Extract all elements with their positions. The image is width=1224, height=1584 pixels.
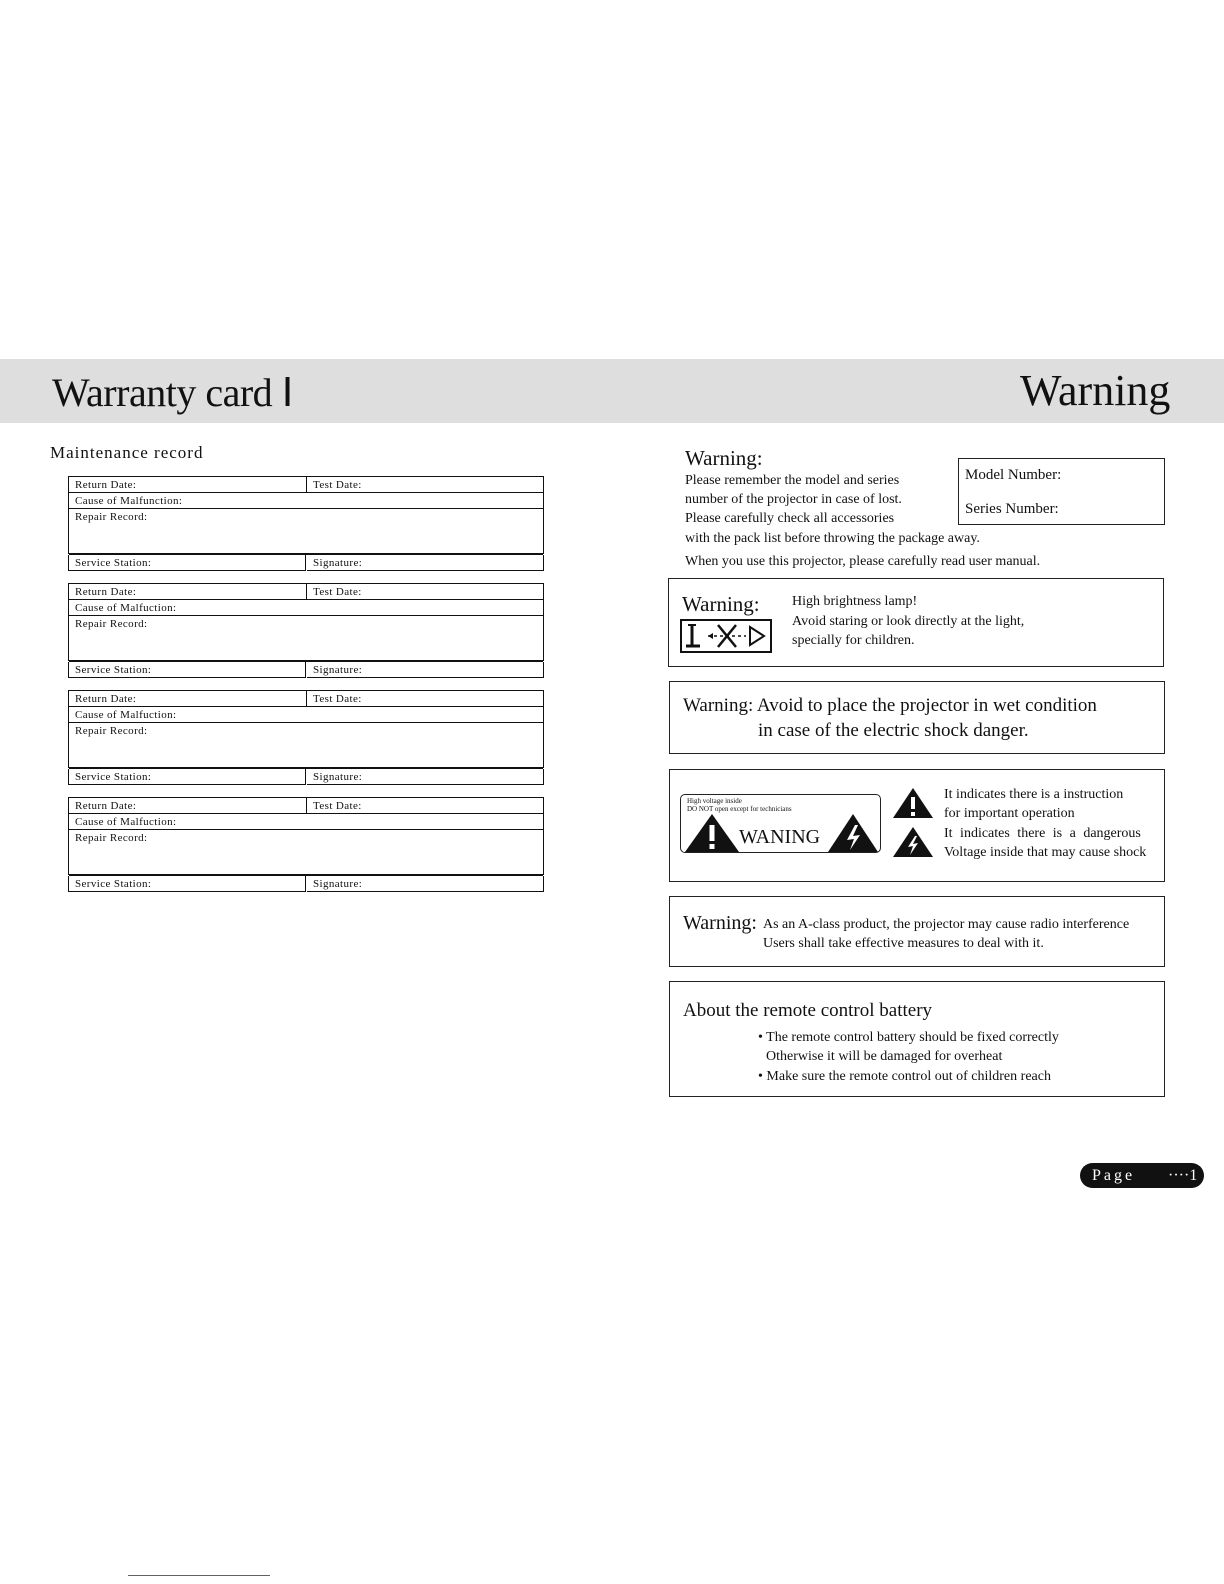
signature-field[interactable]: Signature: xyxy=(307,876,544,892)
repair-record-field[interactable]: Repair Record: xyxy=(69,509,543,555)
high-voltage-label-line-2: DO NOT open except for technicians xyxy=(687,805,792,813)
radio-line-1: As an A-class product, the projector may cause radio interference xyxy=(763,917,1130,932)
battery-line-2: Otherwise it will be damaged for overheat xyxy=(766,1049,1003,1064)
intro-line-3: Please carefully check all accessories xyxy=(685,511,895,526)
lamp-warning-heading: Warning: xyxy=(682,592,760,616)
malfunction-cause-field[interactable]: Cause of Malfuction: xyxy=(69,600,543,616)
battery-heading: About the remote control battery xyxy=(683,1000,933,1021)
high-voltage-label-line-1: High voltage inside xyxy=(687,797,742,805)
wet-warning-line-1: Warning: Avoid to place the projector in wet condition xyxy=(683,695,1097,716)
maintenance-record-heading: Maintenance record xyxy=(50,443,204,462)
voltage-line-1: It indicates there is a instruction xyxy=(944,787,1124,802)
repair-record-field[interactable]: Repair Record: xyxy=(69,616,543,662)
page-number: ····1 xyxy=(1168,1167,1198,1184)
return-date-field[interactable]: Return Date: xyxy=(69,798,307,814)
battery-line-1: • The remote control battery should be fixed correctly xyxy=(758,1030,1059,1045)
test-date-field[interactable]: Test Date: xyxy=(307,477,543,493)
model-number-label: Model Number: xyxy=(965,467,1062,483)
repair-record-field[interactable]: Repair Record: xyxy=(69,723,543,769)
footer-line xyxy=(128,1575,270,1576)
lamp-warning-box xyxy=(668,578,1164,667)
service-station-field[interactable]: Service Station: xyxy=(68,876,306,892)
test-date-field[interactable]: Test Date: xyxy=(307,584,543,600)
lamp-line-3: specially for children. xyxy=(792,633,915,648)
repair-record-field[interactable]: Repair Record: xyxy=(69,830,543,876)
voltage-line-4: Voltage inside that may cause shock xyxy=(944,845,1147,860)
return-date-field[interactable]: Return Date: xyxy=(69,584,307,600)
test-date-field[interactable]: Test Date: xyxy=(307,798,543,814)
return-date-field[interactable]: Return Date: xyxy=(69,691,307,707)
lamp-line-1: High brightness lamp! xyxy=(792,594,918,609)
series-number-label: Series Number: xyxy=(965,501,1059,517)
header-band-gap xyxy=(612,423,1224,426)
intro-line-2: number of the projector in case of lost. xyxy=(685,492,902,507)
signature-field[interactable]: Signature: xyxy=(307,555,544,571)
return-date-field[interactable]: Return Date: xyxy=(69,477,307,493)
high-voltage-label-word: WANING xyxy=(739,826,821,848)
model-series-box xyxy=(958,458,1165,525)
lamp-line-2: Avoid staring or look directly at the light, xyxy=(792,614,1025,629)
radio-warning-heading: Warning: xyxy=(683,912,757,934)
intro-line-1: Please remember the model and series xyxy=(685,473,900,488)
page-number-pill xyxy=(1080,1163,1204,1188)
wet-condition-warning-box xyxy=(669,681,1165,754)
page-label: Page xyxy=(1092,1167,1136,1184)
malfunction-cause-field[interactable]: Cause of Malfuction: xyxy=(69,707,543,723)
intro-line-5: When you use this projector, please carefully read user manual. xyxy=(685,554,1041,569)
radio-line-2: Users shall take effective measures to deal with it. xyxy=(763,936,1044,951)
voltage-line-2: for important operation xyxy=(944,806,1075,821)
signature-field[interactable]: Signature: xyxy=(307,769,544,785)
instruction-triangle-icon xyxy=(892,787,934,819)
maintenance-record-1 xyxy=(68,476,544,569)
malfunction-cause-field[interactable]: Cause of Malfuction: xyxy=(69,814,543,830)
radio-interference-warning-box xyxy=(669,896,1165,967)
high-voltage-label xyxy=(680,794,881,853)
eye-light-icon xyxy=(680,619,772,653)
voltage-line-3: It indicates there is a dangerous xyxy=(944,826,1141,841)
service-station-field[interactable]: Service Station: xyxy=(68,555,306,571)
malfunction-cause-field[interactable]: Cause of Malfunction: xyxy=(69,493,543,509)
test-date-field[interactable]: Test Date: xyxy=(307,691,543,707)
maintenance-record-3 xyxy=(68,690,544,783)
maintenance-record-2 xyxy=(68,583,544,676)
remote-battery-box xyxy=(669,981,1165,1097)
exclamation-triangle-icon xyxy=(684,813,740,853)
battery-line-3: • Make sure the remote control out of children reach xyxy=(758,1069,1051,1084)
voltage-triangle-icon xyxy=(892,826,934,858)
high-voltage-warning-box xyxy=(669,769,1165,882)
warranty-card-title: Warranty card Ⅰ xyxy=(52,370,293,415)
signature-field[interactable]: Signature: xyxy=(307,662,544,678)
service-station-field[interactable]: Service Station: xyxy=(68,662,306,678)
intro-line-4: with the pack list before throwing the package away. xyxy=(685,531,980,546)
intro-warning-heading: Warning: xyxy=(685,446,763,470)
lightning-triangle-icon xyxy=(827,813,879,853)
maintenance-record-4 xyxy=(68,797,544,890)
wet-warning-line-2: in case of the electric shock danger. xyxy=(758,720,1029,741)
service-station-field[interactable]: Service Station: xyxy=(68,769,306,785)
warning-title: Warning xyxy=(1020,366,1171,415)
